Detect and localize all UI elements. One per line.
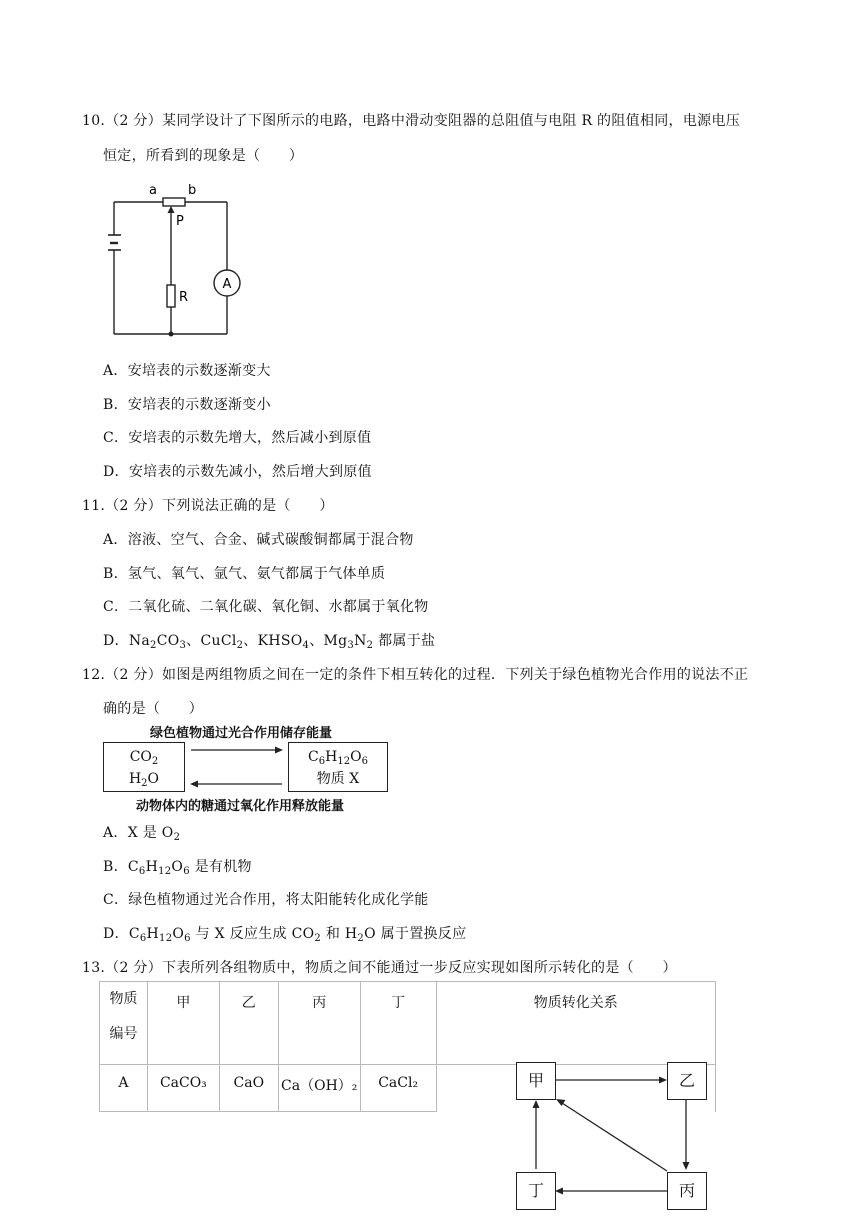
- q11-option-d-prefix: D．: [103, 633, 129, 649]
- q12-option-d: [103, 923, 466, 943]
- table-header-row: [100, 982, 716, 1065]
- header-bing: 丙: [278, 982, 360, 1065]
- arrow-forward-head: [275, 747, 283, 754]
- diagram-arrows: [185, 742, 288, 792]
- cell-yi: CaO: [219, 1065, 278, 1112]
- cell-ding: CaCl₂: [360, 1065, 436, 1112]
- arrow-bing-ding-head: [555, 1188, 563, 1195]
- photosynthesis-diagram: [100, 722, 400, 817]
- label-r: R: [179, 290, 189, 305]
- q12-option-b-suffix: 是有机物: [189, 859, 252, 875]
- circuit-diagram: [108, 180, 248, 342]
- label-p: P: [176, 214, 184, 229]
- header-jia: 甲: [147, 982, 219, 1065]
- cell-id: A: [100, 1065, 148, 1112]
- q12-option-a-prefix: A．X 是: [103, 825, 162, 841]
- header-id-line1: 物质: [109, 991, 138, 1007]
- label-b: b: [188, 183, 197, 198]
- formula-co2-d: $CO_2$: [291, 926, 322, 944]
- box-glucose-x: [288, 742, 388, 792]
- header-id-line2: 编号: [109, 1026, 138, 1042]
- formula-khso4: $KHSO_4$: [257, 633, 310, 651]
- q11-option-c: C．二氧化硫、二氧化碳、氧化铜、水都属于氧化物: [103, 599, 429, 615]
- label-a: a: [149, 183, 157, 198]
- q11-option-b: B．氢气、氧气、氩气、氨气都属于气体单质: [103, 566, 386, 582]
- q12-option-c: C．绿色植物通过光合作用，将太阳能转化成化学能: [103, 892, 429, 908]
- ammeter-label: A: [222, 277, 232, 292]
- q12-option-d-mid2: 和: [321, 926, 345, 942]
- q10-stem-line1: 10.（2 分）某同学设计了下图所示的电路，电路中滑动变阻器的总阻值与电阻 R 的阻值相同，电源电压: [82, 113, 741, 129]
- q11-option-a: A．溶液、空气、合金、碱式碳酸铜都属于混合物: [103, 532, 414, 548]
- arrow-jia-yi-head: [659, 1077, 667, 1084]
- q10-option-c: C．安培表的示数先增大，然后减小到原值: [103, 430, 372, 446]
- formula-h2o: $H_2O$: [128, 771, 160, 789]
- formula-glucose: $C_6H_{12}O_6$: [308, 749, 368, 767]
- arrow-bing-jia: [562, 1103, 667, 1171]
- box-co2-h2o: [103, 742, 185, 792]
- diagram-top-label: 绿色植物通过光合作用储存能量: [150, 726, 333, 741]
- q12-option-d-mid1: 与 X 反应生成: [190, 926, 292, 942]
- formula-glucose-b: $C_6H_{12}O_6$: [127, 859, 190, 877]
- cell-bing: Ca（OH）₂: [278, 1065, 360, 1112]
- relation-box-ding: 丁: [516, 1172, 556, 1210]
- q12-option-a: [103, 822, 180, 842]
- formula-glucose-d: $C_6H_{12}O_6$: [128, 926, 191, 944]
- q10-option-b: B．安培表的示数逐渐变小: [103, 397, 271, 413]
- arrow-yi-bing-head: [683, 1162, 690, 1170]
- q10-stem-line2: 恒定，所看到的现象是（ ）: [103, 148, 304, 164]
- rheostat: [163, 198, 185, 206]
- formula-h2o-d: $H_2O$: [344, 926, 376, 944]
- header-yi: 乙: [219, 982, 278, 1065]
- q12-option-d-prefix: D．: [103, 926, 129, 942]
- formula-co2: $CO_2$: [129, 749, 159, 767]
- q12-stem-line1: 12.（2 分）如图是两组物质之间在一定的条件下相互转化的过程．下列关于绿色植物光合作用的说法不正: [82, 667, 749, 683]
- header-id: [100, 982, 148, 1065]
- formula-mg3n2: $Mg_3N_2$: [323, 633, 374, 651]
- q11-option-d-suffix: 都属于盐: [378, 633, 436, 649]
- relation-box-bing: 丙: [667, 1172, 707, 1210]
- formula-o2: $O_2$: [161, 825, 181, 843]
- relation-box-yi: 乙: [667, 1062, 707, 1100]
- q11-option-d: D．$Na_2CO_3$、CuCl$_2$、$KHSO_4$、$Mg_3N_2$ 都属于盐: [103, 633, 436, 651]
- q10-option-a: A．安培表的示数逐渐变大: [103, 363, 271, 379]
- resistor: [167, 285, 175, 307]
- header-ding: 丁: [360, 982, 436, 1065]
- q11-stem: 11.（2 分）下列说法正确的是（ ）: [82, 498, 334, 514]
- arrow-backward-head: [190, 781, 198, 788]
- q12-stem-line2: 确的是（ ）: [103, 701, 204, 717]
- q12-option-b: [103, 856, 252, 876]
- q13-stem: 13.（2 分）下表所列各组物质中，物质之间不能通过一步反应实现如图所示转化的是（ ）: [82, 960, 677, 976]
- q12-option-b-prefix: B．: [103, 859, 128, 875]
- q12-option-d-suffix: 属于置换反应: [375, 926, 467, 942]
- arrow-ding-jia-head: [533, 1100, 540, 1108]
- q10-option-d: D．安培表的示数先减小，然后增大到原值: [103, 464, 372, 480]
- slider-arrow: [168, 206, 175, 213]
- header-relation: 物质转化关系: [436, 982, 715, 1065]
- formula-na2co3: $Na_2CO_3$: [128, 633, 187, 651]
- relation-box-jia: 甲: [516, 1062, 556, 1100]
- junction-dot: [169, 332, 174, 337]
- cell-jia: CaCO₃: [147, 1065, 219, 1112]
- substance-x: 物质 X: [316, 771, 360, 787]
- diagram-bottom-label: 动物体内的糖通过氧化作用释放能量: [136, 799, 345, 814]
- formula-cucl2: CuCl$_2$: [200, 633, 244, 651]
